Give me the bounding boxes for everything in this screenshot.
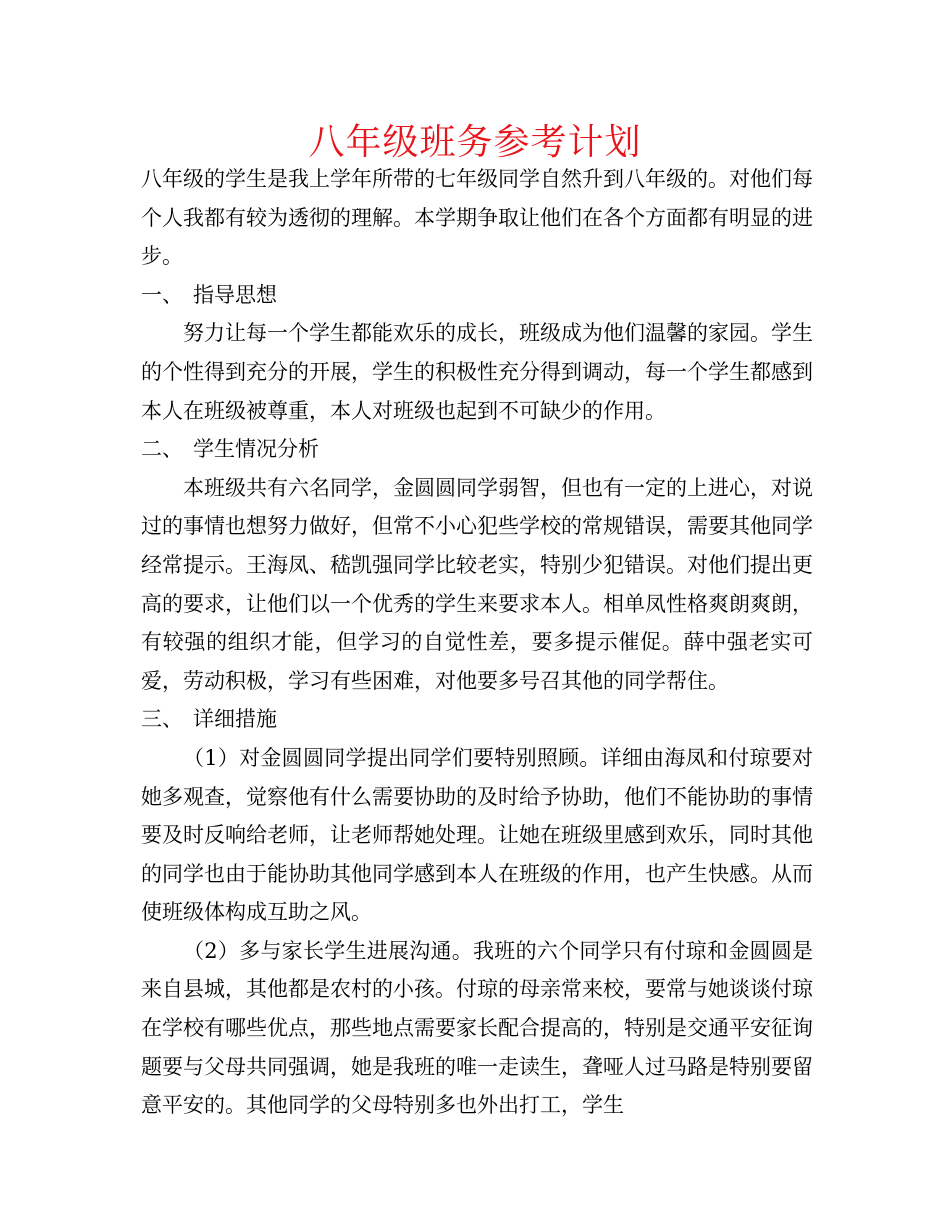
section-heading-text: 详细措施	[193, 707, 277, 732]
intro-paragraph: 八年级的学生是我上学年所带的七年级同学自然升到八年级的。对他们每个人我都有较为透彻的理解。本学期争取让他们在各个方面都有明显的进步。	[141, 167, 813, 269]
section-heading-text: 学生情况分析	[193, 437, 319, 462]
section-paragraph: 本班级共有六名同学，金圆圆同学弱智，但也有一定的上进心，对说过的事情也想努力做好，但常不小心犯些学校的常规错误，需要其他同学经常提示。王海凤、嵇凯强同学比较老实，特别少犯错误。对他们提出更高的要求，让他们以一个优秀的学生来要求本人。相单凤性格爽朗爽朗，有较强的组织才能，但学习的自觉性差，要多提示催促。薛中强老实可爱，劳动积极，学习有些困难，对他要多号召其他的同学帮住。	[141, 475, 813, 693]
document-body	[141, 160, 813, 1125]
section-paragraph: （2）多与家长学生进展沟通。我班的六个同学只有付琼和金圆圆是来自县城，其他都是农村的小孩。付琼的母亲常来校，要常与她谈谈付琼在学校有哪些优点，那些地点需要家长配合提高的，特别是交通平安征询题要与父母共同强调，她是我班的唯一走读生，聋哑人过马路是特别要留意平安的。其他同学的父母特别多也外出打工，学生	[141, 938, 813, 1118]
section-paragraph: 努力让每一个学生都能欢乐的成长，班级成为他们温馨的家园。学生的个性得到充分的开展，学生的积极性充分得到调动，每一个学生都感到本人在班级被尊重，本人对班级也起到不可缺少的作用。	[141, 321, 813, 423]
section-heading-text: 指导思想	[193, 282, 277, 307]
section-paragraph: （1）对金圆圆同学提出同学们要特别照顾。详细由海凤和付琼要对她多观查，觉察他有什么需要协助的及时给予协助，他们不能协助的事情要及时反响给老师，让老师帮她处理。让她在班级里感到欢乐，同时其他的同学也由于能协助其他同学感到本人在班级的作用，也产生快感。从而使班级体构成互助之风。	[141, 745, 813, 925]
section-heading	[141, 430, 813, 469]
section-number: 一、	[141, 282, 183, 307]
section-number: 三、	[141, 707, 183, 732]
section-heading	[141, 276, 813, 315]
document-title: 八年级班务参考计划	[308, 122, 642, 163]
section-heading	[141, 700, 813, 739]
section-number: 二、	[141, 437, 183, 462]
